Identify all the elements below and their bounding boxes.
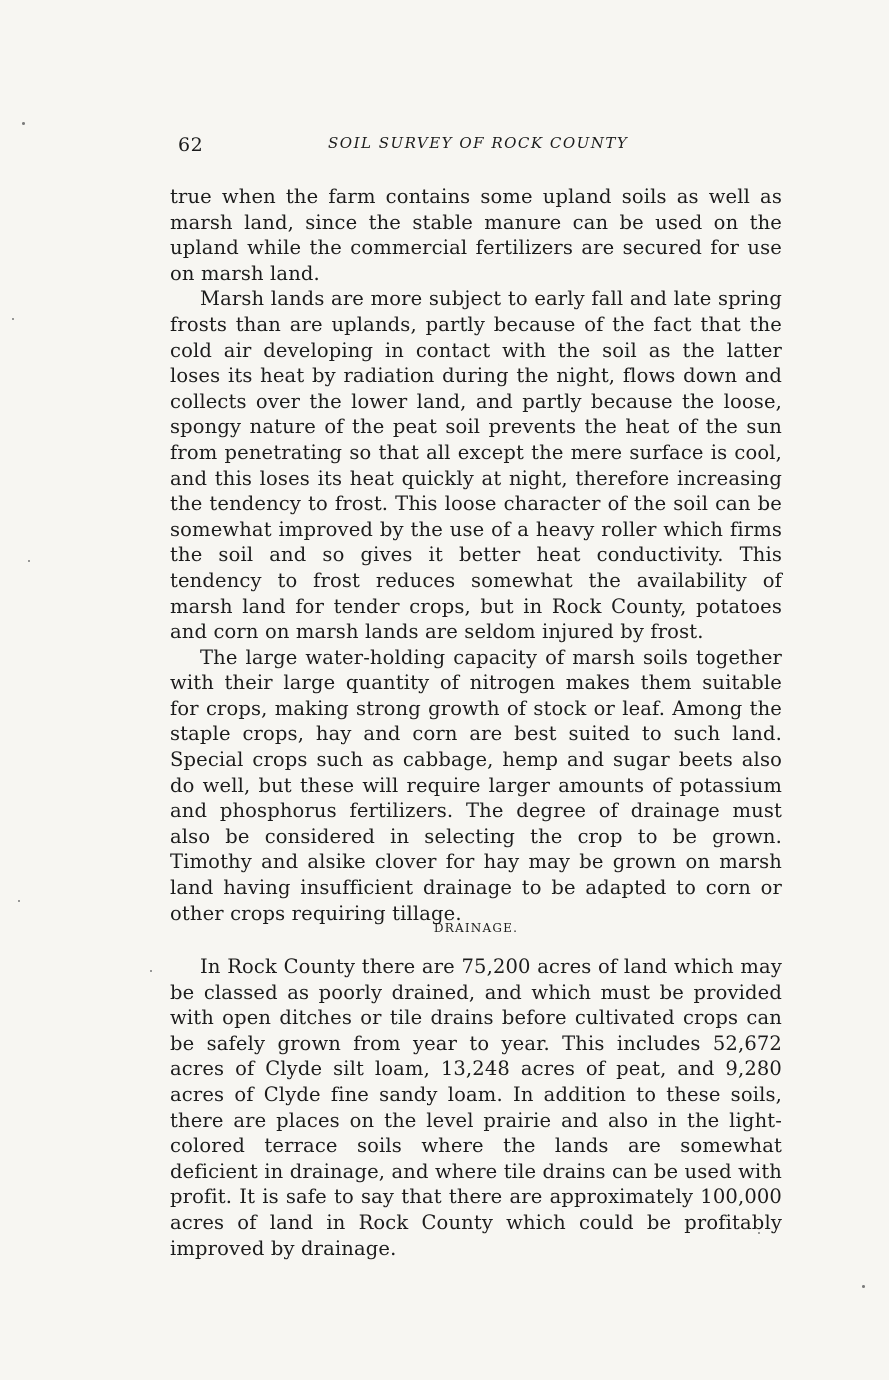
paragraph: Marsh lands are more subject to early fall and late spring frosts than are uplands, partly because of the fact that the cold air developing in contact with the soil as the latter loses its heat by radiation during the night, flows down and collects over the lower land, and partly because the loose, spongy nature of the peat soil prevents the heat of the sun from penetrating so that all except the mere surface is cool, and this loses its heat quickly at night, therefore increasing the tendency to frost. This loose character of the soil can be somewhat improved by the use of a heavy roller which firms the soil and so gives it better heat conductivity. This tendency to frost reduces somewhat the availability of marsh land for tender crops, but in Rock County, potatoes and corn on marsh lands are seldom injured by frost.: [170, 287, 782, 644]
running-head: SOIL SURVEY OF ROCK COUNTY: [328, 134, 629, 152]
paragraph: The large water-holding capacity of marsh soils together with their large quantity of nitrogen makes them suitable for crops, making strong growth of stock or leaf. Among the staple crops, hay and corn are best suited to such land. Special crops such as cabbage, hemp and sugar beets also do well, but these will require larger amounts of potassium and phosphorus fertilizers. The degree of drainage must also be considered in selecting the crop to be grown. Timothy and alsike clover for hay may be grown on marsh land having insufficient drainage to be adapted to corn or other crops requiring tillage.: [170, 645, 782, 925]
scan-speck: [150, 970, 152, 972]
section-heading: DRAINAGE.: [433, 921, 519, 935]
page-number: 62: [178, 134, 204, 156]
paragraph: true when the farm contains some upland soils as well as marsh land, since the stable manure can be used on the upland while the commercial fertilizers are secured for use on marsh land.: [170, 185, 782, 285]
scan-speck: [28, 560, 30, 562]
drainage-section: [170, 954, 782, 1261]
page-header: [178, 134, 790, 158]
body-text: [170, 184, 782, 926]
scan-speck: [862, 1285, 865, 1288]
paragraph: In Rock County there are 75,200 acres of land which may be classed as poorly drained, and which must be provided with open ditches or tile drains before cultivated crops can be safely grown from year to year. This includes 52,672 acres of Clyde silt loam, 13,248 acres of peat, and 9,280 acres of Clyde fine sandy loam. In addition to these soils, there are places on the level prairie and also in the light-colored terrace soils where the lands are somewhat deficient in drainage, and where tile drains can be used with profit. It is safe to say that there are approximately 100,000 acres of land in Rock County which could be profitably improved by drainage.: [170, 955, 783, 1260]
scan-speck: [18, 900, 20, 902]
scan-speck: [12, 318, 14, 320]
scan-speck: [22, 122, 25, 125]
